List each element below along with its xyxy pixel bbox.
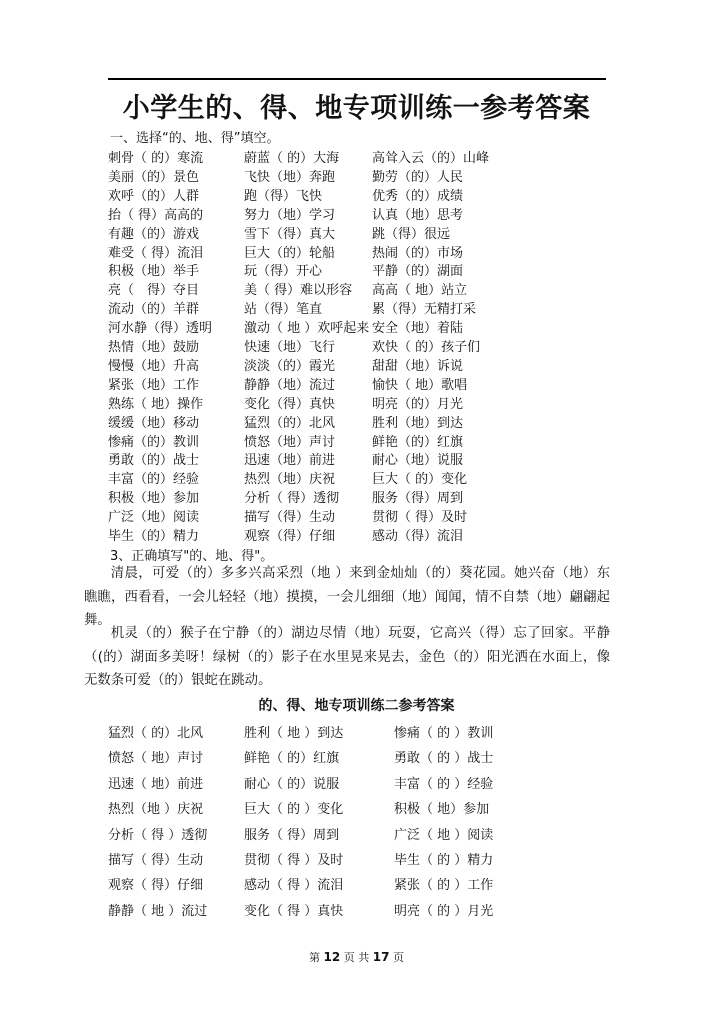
answer-item: 静静（ 地 ）流过 bbox=[108, 903, 208, 919]
answer-item: 愉快（ 地）歌唱 bbox=[372, 377, 468, 393]
answer-row bbox=[0, 147, 713, 167]
answer-item: 变化（ 得 ）真快 bbox=[244, 903, 344, 919]
answer-row bbox=[0, 487, 713, 507]
answer-row bbox=[0, 773, 713, 795]
answer-item: 观察（得）仔细 bbox=[244, 529, 336, 544]
answer-row bbox=[0, 824, 713, 846]
answer-item: 玩（得）开心 bbox=[244, 264, 323, 280]
answer-item: 抬（ 得）高高的 bbox=[108, 207, 204, 223]
answer-item: 慢慢（地）升高 bbox=[108, 358, 200, 374]
answer-row bbox=[0, 279, 713, 299]
answer-item: 胜利（地）到达 bbox=[372, 415, 464, 431]
answer-item: 服务（得）周到 bbox=[372, 491, 464, 507]
answer-row bbox=[0, 431, 713, 451]
answer-item: 巨大（的）轮船 bbox=[244, 245, 336, 261]
answer-row bbox=[0, 166, 713, 186]
section2-title: 的、得、地专项训练二参考答案 bbox=[258, 698, 455, 714]
answer-item: 淡淡（的）霞光 bbox=[244, 358, 336, 374]
answer-item: 甜甜（地）诉说 bbox=[372, 358, 464, 374]
answer-item: 感动（得）流泪 bbox=[372, 529, 464, 544]
answer-item: 惨痛（ 的 ）教训 bbox=[394, 726, 494, 741]
answer-item: 贯彻（ 得 ）及时 bbox=[244, 853, 344, 868]
answer-row bbox=[0, 900, 713, 922]
answer-item: 优秀（的）成绩 bbox=[372, 188, 464, 204]
answer-row bbox=[0, 204, 713, 224]
answer-row bbox=[0, 393, 713, 413]
answer-item: 贯彻（ 得）及时 bbox=[372, 510, 468, 526]
page-title: 小学生的、得、地专项训练一参考答案 bbox=[122, 93, 591, 124]
answer-item: 巨大（ 的）变化 bbox=[372, 472, 468, 488]
answer-row bbox=[0, 185, 713, 205]
answer-row bbox=[0, 747, 713, 769]
answer-item: 热烈（地 ）庆祝 bbox=[108, 802, 204, 818]
footer-page-number: 12 bbox=[323, 950, 341, 964]
answer-item: 观察（ 得）仔细 bbox=[108, 878, 204, 894]
footer-middle: 页 共 bbox=[343, 951, 370, 964]
answer-row bbox=[0, 722, 713, 744]
answer-item: 静静（地）流过 bbox=[244, 377, 336, 393]
answer-row bbox=[0, 260, 713, 280]
answer-row bbox=[0, 355, 713, 375]
answer-item: 站（得）笔直 bbox=[244, 302, 323, 318]
answer-item: 勇敢（的）战士 bbox=[108, 453, 200, 469]
answer-row bbox=[0, 317, 713, 337]
footer-prefix: 第 bbox=[309, 951, 321, 964]
answer-item: 明亮（的）月光 bbox=[372, 396, 464, 412]
answer-row bbox=[0, 298, 713, 318]
answer-item: 流动（的）羊群 bbox=[108, 302, 200, 318]
answer-item: 勇敢（ 的 ）战士 bbox=[394, 751, 494, 767]
answer-item: 鲜艳（ 的）红旗 bbox=[244, 751, 340, 767]
answer-row bbox=[0, 506, 713, 526]
footer-suffix: 页 bbox=[392, 951, 404, 964]
answer-row bbox=[0, 242, 713, 262]
answer-item: 热闹（的）市场 bbox=[372, 245, 464, 261]
answer-item: 难受（ 得）流泪 bbox=[108, 245, 204, 261]
answer-item: 毕生（ 的 ）精力 bbox=[394, 853, 494, 868]
answer-item: 丰富（的）经验 bbox=[108, 472, 200, 488]
answer-item: 耐心（ 的）说服 bbox=[244, 776, 340, 792]
paragraph-1: 清晨，可爱（的）多多兴高采烈（地 ）来到金灿灿（的）葵花园。她兴奋（地）东瞧瞧，西看看，一会儿轻轻（地）摸摸，一会儿细细（地）闻闻，情不自禁（地）翩翩起舞。 bbox=[84, 566, 610, 628]
answer-item: 飞快（地）奔跑 bbox=[244, 169, 336, 185]
answer-item: 广泛（地）阅读 bbox=[108, 510, 200, 526]
answer-item: 积极（地）参加 bbox=[108, 491, 200, 507]
paragraph-2: 机灵（的）猴子在宁静（的）湖边尽情（地）玩耍，它高兴（得）忘了回家。平静（(的）湖面多美呀！绿树（的）影子在水里晃来晃去，金色（的）阳光洒在水面上，像无数条可爱（的）银蛇在跳动。 bbox=[84, 626, 610, 688]
answer-item: 变化（得）真快 bbox=[244, 396, 336, 412]
answer-item: 明亮（ 的 ）月光 bbox=[394, 903, 494, 919]
answer-row bbox=[0, 798, 713, 820]
answer-item: 紧张（地）工作 bbox=[108, 377, 200, 393]
answer-row bbox=[0, 849, 713, 871]
answer-item: 迅速（ 地）前进 bbox=[108, 776, 204, 792]
answer-item: 缓缓（地）移动 bbox=[108, 415, 200, 431]
section3-heading: 3、正确填写"的、地、得"。 bbox=[110, 549, 274, 564]
answer-item: 愤怒（地）声讨 bbox=[244, 434, 336, 450]
answer-row bbox=[0, 525, 713, 545]
answer-item: 熟练（ 地）操作 bbox=[108, 396, 204, 412]
answer-item: 高耸入云（的）山峰 bbox=[372, 151, 490, 166]
answer-item: 热烈（地）庆祝 bbox=[244, 472, 336, 488]
answer-row bbox=[0, 449, 713, 469]
answer-item: 美丽（的）景色 bbox=[108, 169, 200, 185]
top-rule bbox=[108, 78, 606, 80]
answer-row bbox=[0, 468, 713, 488]
answer-item: 紧张（ 的 ）工作 bbox=[394, 878, 494, 894]
answer-row bbox=[0, 336, 713, 356]
answer-item: 巨大（ 的 ）变化 bbox=[244, 802, 344, 818]
answer-item: 跑（得）飞快 bbox=[244, 188, 323, 204]
answer-item: 描写（得）生动 bbox=[244, 510, 336, 526]
answer-item: 累（得）无精打采 bbox=[372, 302, 477, 318]
answer-item: 努力（地）学习 bbox=[244, 207, 336, 223]
answer-item: 安全（地）着陆 bbox=[372, 321, 464, 337]
answer-item: 雪下（得）真大 bbox=[244, 226, 336, 242]
answer-item: 广泛（ 地 ）阅读 bbox=[394, 827, 494, 843]
answer-item: 蔚蓝（ 的）大海 bbox=[244, 151, 340, 166]
answer-item: 耐心（地）说服 bbox=[372, 453, 464, 469]
answer-item: 分析（ 得）透彻 bbox=[244, 491, 340, 507]
answer-item: 欢快（ 的）孩子们 bbox=[372, 340, 481, 355]
answer-item: 服务（ 得）周到 bbox=[244, 827, 340, 843]
answer-row bbox=[0, 223, 713, 243]
answer-item: 胜利（ 地 ）到达 bbox=[244, 726, 344, 741]
answer-item: 认真（地）思考 bbox=[372, 207, 464, 223]
answer-item: 鲜艳（的）红旗 bbox=[372, 434, 464, 450]
answer-item: 河水静（得）透明 bbox=[108, 321, 213, 337]
answer-item: 迅速（地）前进 bbox=[244, 453, 336, 469]
section1-heading: 一、选择“的、地、得”填空。 bbox=[110, 131, 280, 146]
answer-row bbox=[0, 412, 713, 432]
answer-item: 勤劳（的）人民 bbox=[372, 169, 464, 185]
answer-item: 分析（ 得 ）透彻 bbox=[108, 827, 208, 843]
answer-item: 欢呼（的）人群 bbox=[108, 188, 200, 204]
answer-item: 热情（地）鼓励 bbox=[108, 340, 200, 355]
answer-item: 积极（ 地）参加 bbox=[394, 802, 490, 818]
answer-item: 平静（的）湖面 bbox=[372, 264, 464, 280]
footer-total-pages: 17 bbox=[372, 950, 390, 964]
answer-item: 快速（地）飞行 bbox=[244, 340, 336, 355]
answer-item: 感动（ 得 ）流泪 bbox=[244, 878, 344, 894]
answer-item: 美（ 得）难以形容 bbox=[244, 283, 353, 299]
answer-item: 毕生（的）精力 bbox=[108, 529, 200, 544]
answer-item: 有趣（的）游戏 bbox=[108, 226, 200, 242]
answer-item: 亮（ 得）夺目 bbox=[108, 283, 200, 299]
answer-row bbox=[0, 874, 713, 896]
answer-item: 激动（ 地 ）欢呼起来 bbox=[244, 321, 370, 337]
answer-item: 描写（ 得）生动 bbox=[108, 853, 204, 868]
answer-item: 积极（地）举手 bbox=[108, 264, 200, 280]
page-footer bbox=[0, 949, 713, 965]
answer-item: 高高（ 地）站立 bbox=[372, 283, 468, 299]
answer-item: 跳（得）很远 bbox=[372, 226, 451, 242]
answer-item: 愤怒（ 地）声讨 bbox=[108, 751, 204, 767]
answer-item: 猛烈（ 的）北风 bbox=[108, 726, 204, 741]
answer-item: 惨痛（的）教训 bbox=[108, 434, 200, 450]
answer-item: 丰富（ 的 ）经验 bbox=[394, 776, 494, 792]
answer-row bbox=[0, 374, 713, 394]
answer-item: 刺骨（ 的）寒流 bbox=[108, 151, 204, 166]
answer-item: 猛烈（的）北风 bbox=[244, 415, 336, 431]
